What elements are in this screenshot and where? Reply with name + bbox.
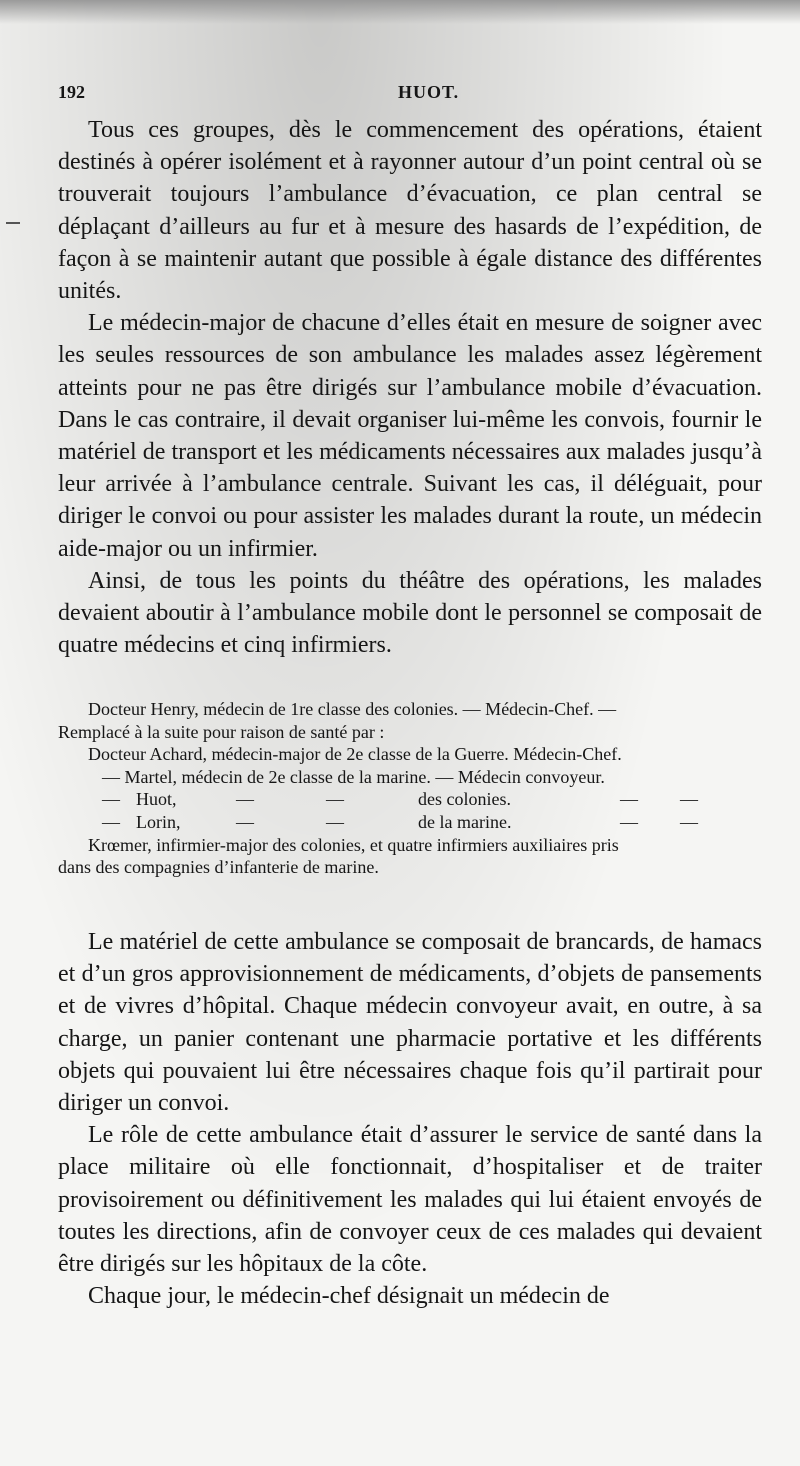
ditto-mark: — bbox=[680, 789, 698, 810]
person-name: Huot, bbox=[136, 789, 177, 810]
body-text-top bbox=[58, 114, 762, 661]
personnel-line: dans des compagnies d’infanterie de marine. bbox=[58, 857, 379, 878]
ditto-mark: — bbox=[680, 811, 698, 832]
body-text-bottom bbox=[58, 926, 762, 1312]
paragraph: Chaque jour, le médecin-chef désignait un médecin de bbox=[88, 1283, 610, 1310]
margin-mark bbox=[6, 222, 20, 224]
ditto-mark: — bbox=[236, 811, 254, 832]
personnel-list bbox=[58, 698, 762, 879]
personnel-line: Docteur Achard, médecin-major de 2e classe de la Guerre. Médecin-Chef. bbox=[88, 744, 622, 765]
paragraph: Tous ces groupes, dès le commencement des opérations, étaient destinés à opérer isolément et à rayonner autour d’un point central où se trouverait toujours l’ambulance d’évacuation, ce plan central se déplaçant d’ailleurs au fur et à mesure des hasards de l’expédition, de façon à se maintenir autant que possible à égale distance des différentes unités. bbox=[58, 117, 762, 305]
person-name: Lorin, bbox=[136, 811, 181, 832]
corps: des colonies. bbox=[418, 789, 511, 810]
personnel-row bbox=[58, 811, 762, 834]
paragraph: Le rôle de cette ambulance était d’assurer le service de santé dans la place militaire où elle fonctionnait, d’hospitaliser et de traiter provisoirement ou définitivement les malades qui lui étaient envoyés de toutes les directions, afin de convoyer ceux de ces malades qui devaient être dirigés sur les hôpitaux de la côte. bbox=[58, 1122, 762, 1278]
scan-shadow bbox=[0, 0, 800, 24]
personnel-line: — Martel, médecin de 2e classe de la marine. — Médecin convoyeur. bbox=[102, 766, 605, 787]
dash: — bbox=[102, 811, 120, 832]
personnel-line: Krœmer, infirmier-major des colonies, et quatre infirmiers auxiliaires pris bbox=[88, 834, 619, 855]
ditto-mark: — bbox=[326, 789, 344, 810]
ditto-mark: — bbox=[620, 789, 638, 810]
running-title: HUOT. bbox=[398, 82, 460, 102]
personnel-row bbox=[58, 788, 762, 811]
page-number: 192 bbox=[58, 82, 85, 102]
paragraph: Le matériel de cette ambulance se composait de brancards, de hamacs et d’un gros approvisionnement de médicaments, d’objets de pansements et de vivres d’hôpital. Chaque médecin convoyeur avait, en outre, à sa charge, un panier contenant une pharmacie portative et les différents objets qui pouvaient lui être nécessaires chaque fois qu’il partirait pour diriger un convoi. bbox=[58, 929, 762, 1117]
corps: de la marine. bbox=[418, 811, 512, 832]
ditto-mark: — bbox=[620, 811, 638, 832]
ditto-mark: — bbox=[236, 789, 254, 810]
paragraph: Ainsi, de tous les points du théâtre des opérations, les malades devaient aboutir à l’ambulance mobile dont le personnel se composait de quatre médecins et cinq infirmiers. bbox=[58, 567, 762, 659]
personnel-line: Remplacé à la suite pour raison de santé par : bbox=[58, 721, 385, 742]
page-header bbox=[58, 82, 762, 108]
personnel-line: Docteur Henry, médecin de 1re classe des colonies. — Médecin-Chef. — bbox=[88, 699, 617, 719]
paragraph: Le médecin-major de chacune d’elles était en mesure de soigner avec les seules ressources de son ambulance les malades assez légèrement atteints pour ne pas être dirigés sur l’ambulance mobile d’évacuation. Dans le cas contraire, il devait organiser lui-même les convois, fournir le matériel de transport et les médicaments nécessaires aux malades jusqu’à leur arrivée à l’ambulance centrale. Suivant les cas, il déléguait, pour diriger le convoi ou pour assister les malades durant la route, un médecin aide-major ou un infirmier. bbox=[58, 310, 762, 562]
dash: — bbox=[102, 789, 120, 810]
ditto-mark: — bbox=[326, 811, 344, 832]
